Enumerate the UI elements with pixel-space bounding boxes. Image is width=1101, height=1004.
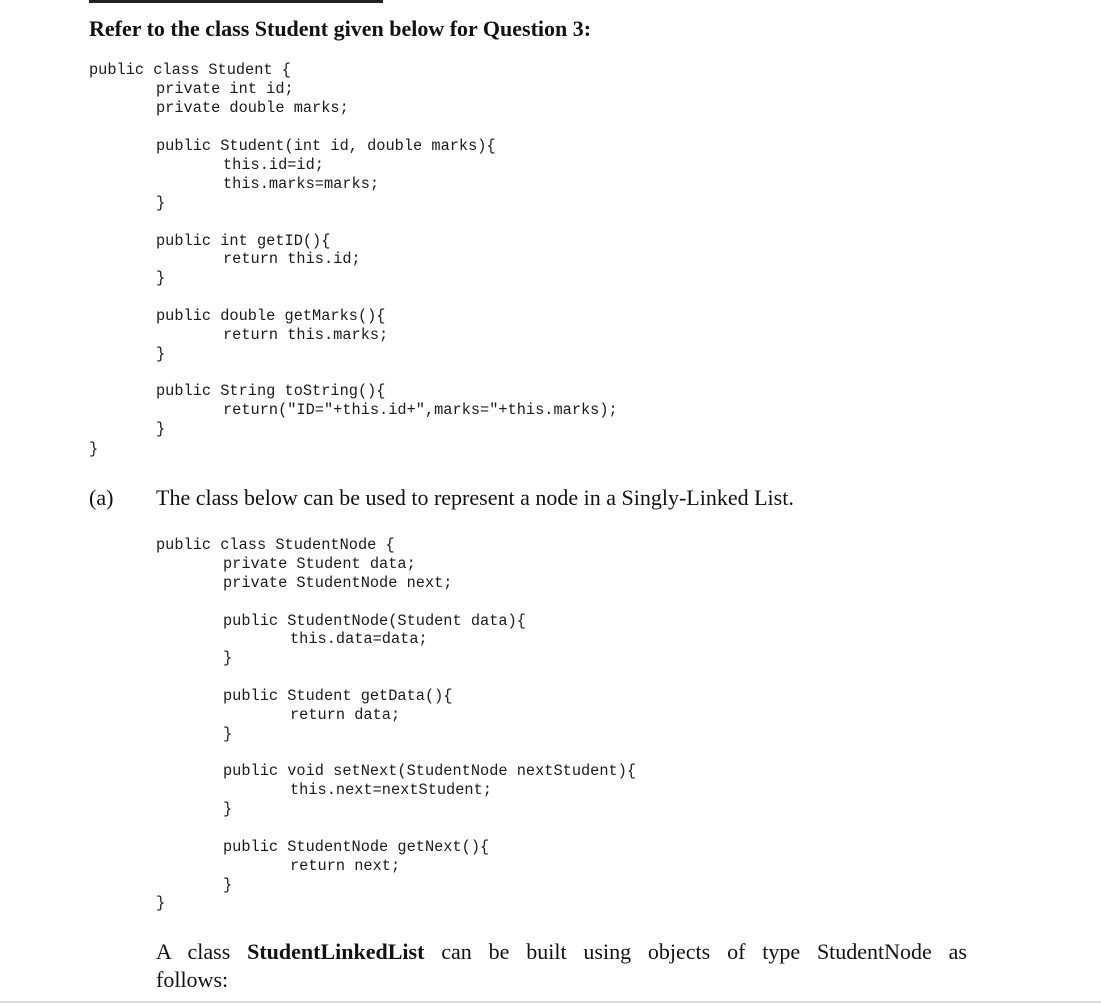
paragraph-last-line: follows:	[156, 967, 229, 992]
code-line: return this.id;	[223, 250, 361, 268]
code-line: }	[223, 725, 233, 743]
code-line: private int id;	[156, 80, 294, 98]
paragraph-suffix: can be built using objects of type StudentNode as	[424, 939, 967, 964]
code-line: private StudentNode next;	[223, 574, 453, 592]
code-line: public void setNext(StudentNode nextStudent){	[223, 762, 637, 780]
code-line: this.next=nextStudent;	[290, 781, 492, 799]
top-rule	[89, 0, 383, 3]
code-line: }	[223, 800, 233, 818]
question-heading: Refer to the class Student given below for Question 3:	[89, 16, 592, 41]
code-line: public double getMarks(){	[156, 307, 386, 325]
code-line: return("ID="+this.id+",marks="+this.marks);	[223, 401, 618, 419]
code-line: }	[156, 269, 166, 287]
code-line: }	[223, 876, 233, 894]
code-line: public StudentNode(Student data){	[223, 612, 526, 630]
code-line: public String toString(){	[156, 382, 386, 400]
page-bottom-border	[0, 1001, 1101, 1003]
code-line: public int getID(){	[156, 232, 331, 250]
code-line: this.marks=marks;	[223, 175, 380, 193]
code-line: return next;	[290, 857, 401, 875]
code-line: }	[156, 194, 166, 212]
code-line: public class Student {	[89, 61, 291, 79]
part-a-label: (a)	[89, 485, 114, 510]
code-line: }	[223, 649, 233, 667]
code-line: return data;	[290, 706, 401, 724]
code-line: private double marks;	[156, 99, 349, 117]
code-line: this.id=id;	[223, 156, 324, 174]
code-line: }	[156, 894, 166, 912]
paragraph-prefix: A class	[156, 939, 248, 964]
code-line: private Student data;	[223, 555, 416, 573]
code-line: }	[89, 440, 99, 458]
code-line: public Student getData(){	[223, 687, 453, 705]
class-name-bold: StudentLinkedList	[247, 939, 425, 964]
code-line: }	[156, 420, 166, 438]
code-line: return this.marks;	[223, 326, 389, 344]
code-line: public Student(int id, double marks){	[156, 137, 496, 155]
code-line: }	[156, 345, 166, 363]
part-a-text: The class below can be used to represent a node in a Singly-Linked List.	[156, 485, 794, 510]
code-line: public StudentNode getNext(){	[223, 838, 490, 856]
linked-list-paragraph	[156, 938, 967, 966]
code-line: public class StudentNode {	[156, 536, 395, 554]
code-line: this.data=data;	[290, 630, 428, 648]
